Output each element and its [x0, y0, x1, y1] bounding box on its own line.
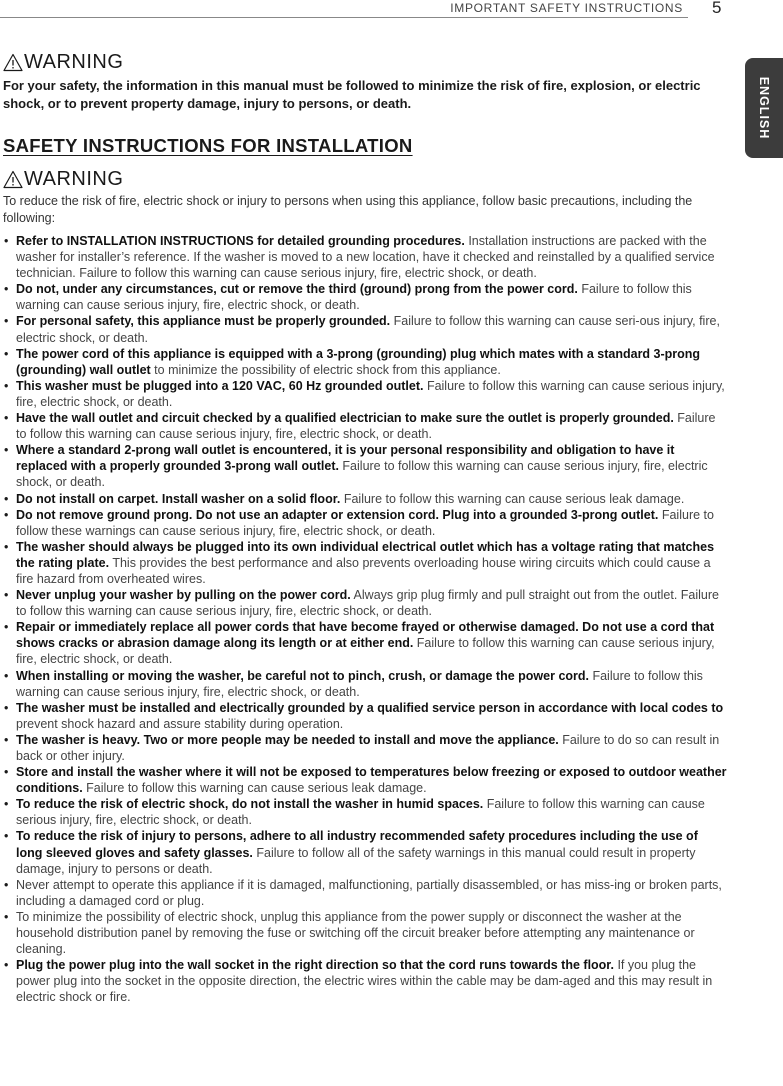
item-text: Failure to follow this warning can cause seri-ous injury, fire, electric shock, or death. [16, 314, 720, 345]
item-bold: This washer must be plugged into a 120 VAC, 60 Hz grounded outlet. [16, 378, 424, 393]
list-item [3, 668, 727, 700]
item-bold: Where a standard 2-prong wall outlet is encountered, it is your personal responsibility and obligation to have it replaced with a properly grounded 3-prong wall outlet. [16, 443, 675, 474]
header-rule [0, 17, 688, 18]
language-tab-label: ENGLISH [757, 76, 771, 140]
item-text: To minimize the possibility of electric shock, unplug this appliance from the power supply or disconnect the washer at the household distribution panel by removing the fuse or switching off the circuit breaker before attempting any maintenance or cleaning. [16, 909, 695, 957]
item-text: Installation instructions are packed with the washer for installer’s reference. If the washer is moved to a new location, have it checked and reinstalled by a qualified service technician. Failure to follow this warning can cause serious injury, fire, electric shock, or death. [16, 234, 715, 281]
item-text: Failure to do so can result in back or other injury. [16, 732, 720, 763]
list-item [3, 507, 727, 539]
list-item [3, 764, 727, 796]
list-item [3, 346, 727, 378]
safety-list [3, 233, 727, 1006]
item-text: Failure to follow this warning can cause serious leak damage. [340, 491, 685, 506]
list-item [3, 619, 727, 667]
item-text: Failure to follow these warnings can cause serious injury, fire, electric shock, or death. [16, 507, 714, 538]
item-bold: The power cord of this appliance is equipped with a 3-prong (grounding) plug which mates with a standard 3-prong (grounding) wall outlet [16, 346, 701, 377]
item-text: Failure to follow this warning can cause serious leak damage. [82, 781, 427, 796]
item-bold: The washer must be installed and electrically grounded by a qualified service person in accordance with local codes to [16, 700, 724, 715]
item-bold: Have the wall outlet and circuit checked by a qualified electrician to make sure the outlet is properly grounded. [16, 411, 674, 426]
section-warning-heading [3, 167, 727, 191]
item-text: If you plug the power plug into the socket in the opposite direction, the electric wires within the cable may be dam-aged and this may result in electric shock or fire. [16, 958, 713, 1005]
list-item [3, 442, 727, 490]
list-item [3, 796, 727, 828]
list-item [3, 877, 727, 909]
item-text: Always grip plug firmly and pull straight out from the outlet. Failure to follow this warning can cause serious injury, fire, electric shock, or death. [16, 588, 719, 619]
section-warning-label: WARNING [24, 167, 124, 190]
item-text: Failure to follow all of the safety warnings in this manual could result in property damage, injury to persons or death. [16, 845, 696, 876]
list-item [3, 700, 727, 732]
item-bold: For personal safety, this appliance must be properly grounded. [16, 314, 391, 329]
list-item [3, 957, 727, 1005]
item-text: Never attempt to operate this appliance if it is damaged, malfunctioning, partially disassembled, or has miss-ing or broken parts, including a damaged cord or plug. [16, 877, 722, 908]
list-item [3, 491, 727, 507]
safety-statement: For your safety, the information in this manual must be followed to minimize the risk of fire, explosion, or electric shock, or to prevent property damage, injury to persons, or death. [3, 78, 701, 111]
item-text: Failure to follow this warning can cause serious injury, fire, electric shock, or death. [16, 797, 705, 828]
item-text: Failure to follow this warning can cause serious injury, fire, electric shock, or death. [16, 411, 716, 442]
item-bold: Do not install on carpet. Install washer on a solid floor. [16, 491, 341, 506]
item-bold: Refer to INSTALLATION INSTRUCTIONS for detailed grounding procedures. [16, 234, 465, 248]
item-text: prevent shock hazard and assure stability during operation. [16, 716, 344, 731]
warning-label: WARNING [24, 50, 124, 73]
list-item [3, 410, 727, 442]
language-tab [745, 58, 783, 158]
item-bold: Never unplug your washer by pulling on the power cord. [16, 588, 351, 603]
item-bold: Plug the power plug into the wall socket in the right direction so that the cord runs towards the floor. [16, 958, 614, 973]
list-item [3, 378, 727, 410]
list-item [3, 539, 727, 587]
list-item [3, 587, 727, 619]
item-text: Failure to follow this warning can cause serious injury, fire, electric shock, or death. [16, 378, 725, 409]
item-bold: Repair or immediately replace all power cords that have become frayed or otherwise damaged. Do not use a cord that shows cracks or abrasion damage along its length or at either end. [16, 620, 715, 651]
item-bold: Store and install the washer where it will not be exposed to temperatures below freezing or exposed to outdoor weather conditions. [16, 765, 727, 796]
item-bold: To reduce the risk of injury to persons, adhere to all industry recommended safety procedures including the use of long sleeved gloves and safety glasses. [16, 829, 698, 860]
list-item [3, 281, 727, 313]
item-text: Failure to follow this warning can cause serious injury, fire, electric shock, or death. [16, 459, 708, 490]
item-bold: The washer is heavy. Two or more people may be needed to install and move the appliance. [16, 732, 559, 747]
item-text: Failure to follow this warning can cause serious injury, fire, electric shock, or death. [16, 636, 715, 667]
item-text: Failure to follow this warning can cause serious injury, fire, electric shock, or death. [16, 668, 703, 699]
header-title: IMPORTANT SAFETY INSTRUCTIONS [450, 1, 683, 15]
warning-heading [3, 50, 727, 74]
page-content [3, 50, 727, 1006]
item-text: This provides the best performance and also prevents overloading house wiring circuits which could cause a fire hazard from overheated wires. [16, 555, 711, 586]
list-item [3, 313, 727, 345]
item-bold: Do not, under any circumstances, cut or remove the third (ground) prong from the power cord. [16, 282, 578, 297]
item-bold: When installing or moving the washer, be careful not to pinch, crush, or damage the power cord. [16, 668, 589, 683]
page-number: 5 [712, 0, 722, 17]
list-item [3, 828, 727, 876]
section-title: SAFETY INSTRUCTIONS FOR INSTALLATION [3, 135, 413, 156]
item-text: to minimize the possibility of electric shock from this appliance. [150, 362, 501, 377]
warning-triangle-icon [3, 53, 23, 72]
list-item [3, 233, 727, 281]
warning-triangle-icon [3, 170, 23, 189]
list-item [3, 732, 727, 764]
section-intro: To reduce the risk of fire, electric shock or injury to persons when using this appliance, follow basic precautions, including the following: [3, 194, 693, 225]
item-text: Failure to follow this warning can cause serious injury, fire, electric shock, or death. [16, 282, 692, 313]
page-header [0, 0, 783, 18]
item-bold: Do not remove ground prong. Do not use an adapter or extension cord. Plug into a grounded 3-prong outlet. [16, 507, 659, 522]
item-bold: The washer should always be plugged into its own individual electrical outlet which has a voltage rating that matches the rating plate. [16, 539, 715, 570]
item-bold: To reduce the risk of electric shock, do not install the washer in humid spaces. [16, 797, 484, 812]
list-item [3, 909, 727, 957]
